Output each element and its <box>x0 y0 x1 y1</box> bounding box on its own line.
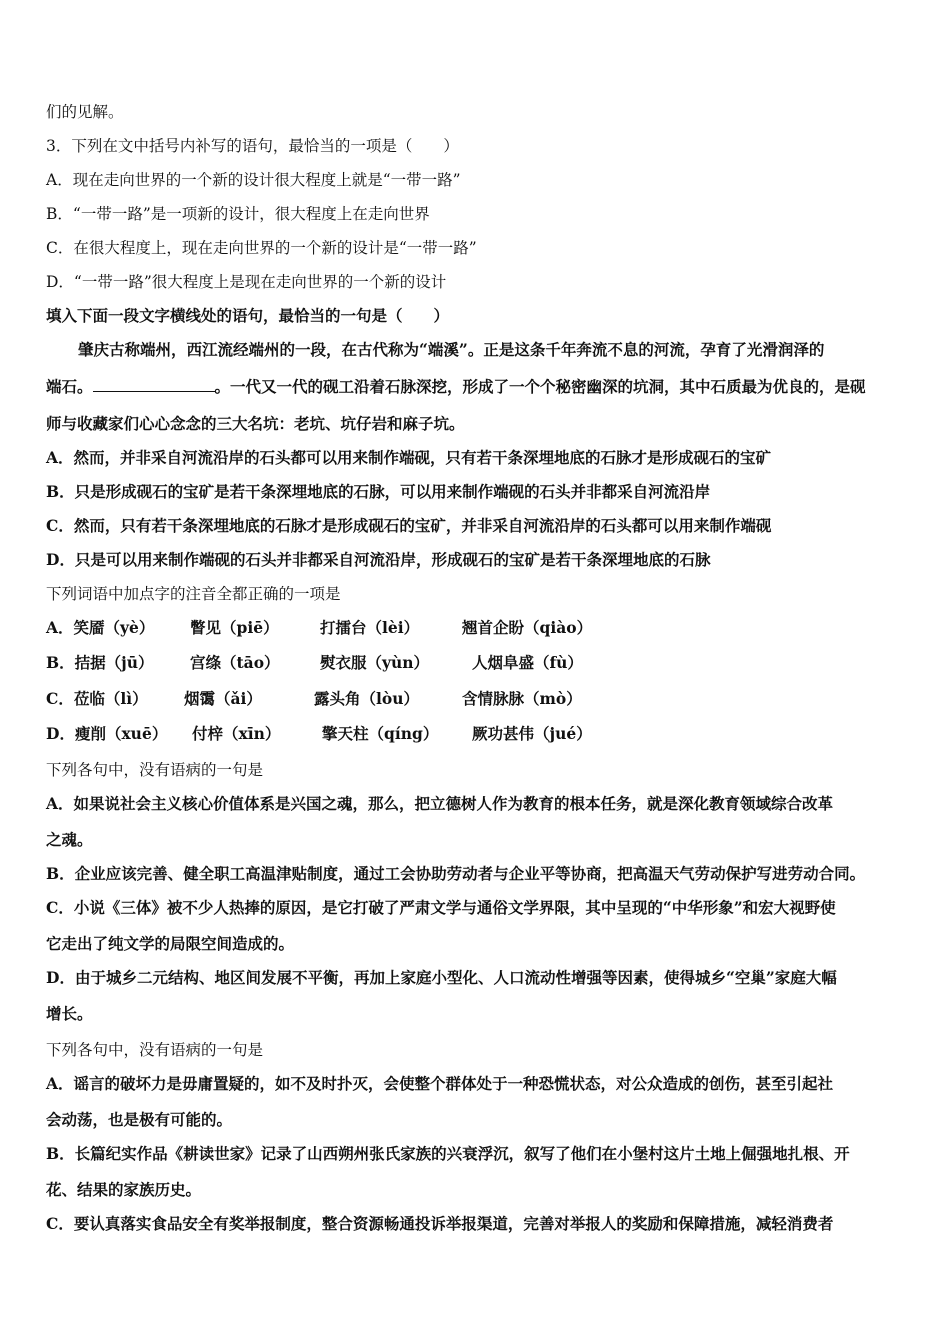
question-6: 下列各句中，没有语病的一句是 <box>46 761 264 779</box>
option-5a-word: 翘首企盼（qiào） <box>462 618 593 637</box>
option-5a-word: 打擂台（lèi） <box>320 618 420 637</box>
question-3: 3．下列在文中括号内补写的语句，最恰当的一项是（ ） <box>46 137 459 155</box>
option-4a: A．然而，并非采自河流沿岸的石头都可以用来制作端砚，只有若干条深埋地底的石脉才是形成砚石的宝矿 <box>46 448 772 467</box>
option-5a-word: A．笑靥（yè） <box>46 618 155 637</box>
option-7c: C．要认真落实食品安全有奖举报制度，整合资源畅通投诉举报渠道，完善对举报人的奖励和保障措施，减轻消费者 <box>46 1214 834 1233</box>
question-7: 下列各句中，没有语病的一句是 <box>46 1041 264 1059</box>
option-3c: C．在很大程度上，现在走向世界的一个新的设计是“一带一路” <box>46 239 477 257</box>
option-6b: B．企业应该完善、健全职工高温津贴制度，通过工会协助劳动者与企业平等协商，把高温天气劳动保护写进劳动合同。 <box>46 864 866 883</box>
option-5a-word: 瞥见（piē） <box>190 618 279 637</box>
question-5: 下列词语中加点字的注音全都正确的一项是 <box>46 585 341 603</box>
option-4c: C．然而，只有若干条深埋地底的石脉才是形成砚石的宝矿，并非采自河流沿岸的石头都可以用来制作端砚 <box>46 516 772 535</box>
option-5c-word: 露头角（lòu） <box>314 689 419 708</box>
option-7b: B．长篇纪实作品《耕读世家》记录了山西朔州张氏家族的兴衰浮沉，叙写了他们在小堡村这片土地上倔强地扎根、开 <box>46 1144 850 1163</box>
option-5d-word: D．瘦削（xuē） <box>46 724 168 743</box>
option-5b-word: B．拮据（jū） <box>46 653 154 672</box>
passage-text: 端石。 <box>46 377 93 396</box>
option-5d-word: 厥功甚伟（jué） <box>472 724 592 743</box>
option-5d-word: 付梓（xīn） <box>192 724 281 743</box>
option-6d: 增长。 <box>46 1004 93 1023</box>
option-4b: B．只是形成砚石的宝矿是若干条深埋地底的石脉，可以用来制作端砚的石头并非都采自河流沿岸 <box>46 482 711 501</box>
option-6a: 之魂。 <box>46 830 93 849</box>
option-3b: B．“一带一路”是一项新的设计，很大程度上在走向世界 <box>46 205 430 223</box>
passage-text: 。一代又一代的砚工沿着石脉深挖，形成了一个个秘密幽深的坑洞，其中石质最为优良的，是砚 <box>214 377 866 396</box>
option-6a: A．如果说社会主义核心价值体系是兴国之魂，那么，把立德树人作为教育的根本任务，就是深化教育领域综合改革 <box>46 794 834 813</box>
option-7b: 花、结果的家族历史。 <box>46 1180 202 1199</box>
option-6c: C．小说《三体》被不少人热捧的原因，是它打破了严肃文学与通俗文学界限，其中呈现的“中华形象”和宏大视野使 <box>46 898 836 917</box>
option-5c-word: 含情脉脉（mò） <box>462 689 582 708</box>
option-5c-word: C．莅临（lì） <box>46 689 148 708</box>
passage-line: 肇庆古称端州，西江流经端州的一段，在古代称为“端溪”。正是这条千年奔流不息的河流，孕育了光滑润泽的 <box>78 340 825 359</box>
fill-blank <box>93 377 215 392</box>
option-6c: 它走出了纯文学的局限空间造成的。 <box>46 934 295 953</box>
option-5d-word: 擎天柱（qíng） <box>322 724 439 743</box>
option-7a: 会动荡，也是极有可能的。 <box>46 1110 233 1129</box>
option-5b-word: 熨衣服（yùn） <box>320 653 430 672</box>
passage-line <box>46 377 866 397</box>
option-3a: A．现在走向世界的一个新的设计很大程度上就是“一带一路” <box>46 171 461 189</box>
text-line: 们的见解。 <box>46 103 124 121</box>
passage-line: 师与收藏家们心心念念的三大名坑：老坑、坑仔岩和麻子坑。 <box>46 414 465 433</box>
option-7a: A．谣言的破坏力是毋庸置疑的，如不及时扑灭，会使整个群体处于一种恐慌状态，对公众造成的创伤，甚至引起社 <box>46 1074 834 1093</box>
option-3d: D．“一带一路”很大程度上是现在走向世界的一个新的设计 <box>46 273 447 291</box>
option-4d: D．只是可以用来制作端砚的石头并非都采自河流沿岸，形成砚石的宝矿是若干条深埋地底的石脉 <box>46 550 711 569</box>
option-5b-word: 宫绦（tāo） <box>190 653 280 672</box>
question-4: 填入下面一段文字横线处的语句，最恰当的一句是（ ） <box>46 306 450 325</box>
option-6d: D．由于城乡二元结构、地区间发展不平衡，再加上家庭小型化、人口流动性增强等因素，使得城乡“空巢”家庭大幅 <box>46 968 837 987</box>
option-5c-word: 烟霭（ǎi） <box>184 689 262 708</box>
option-5b-word: 人烟阜盛（fù） <box>472 653 583 672</box>
